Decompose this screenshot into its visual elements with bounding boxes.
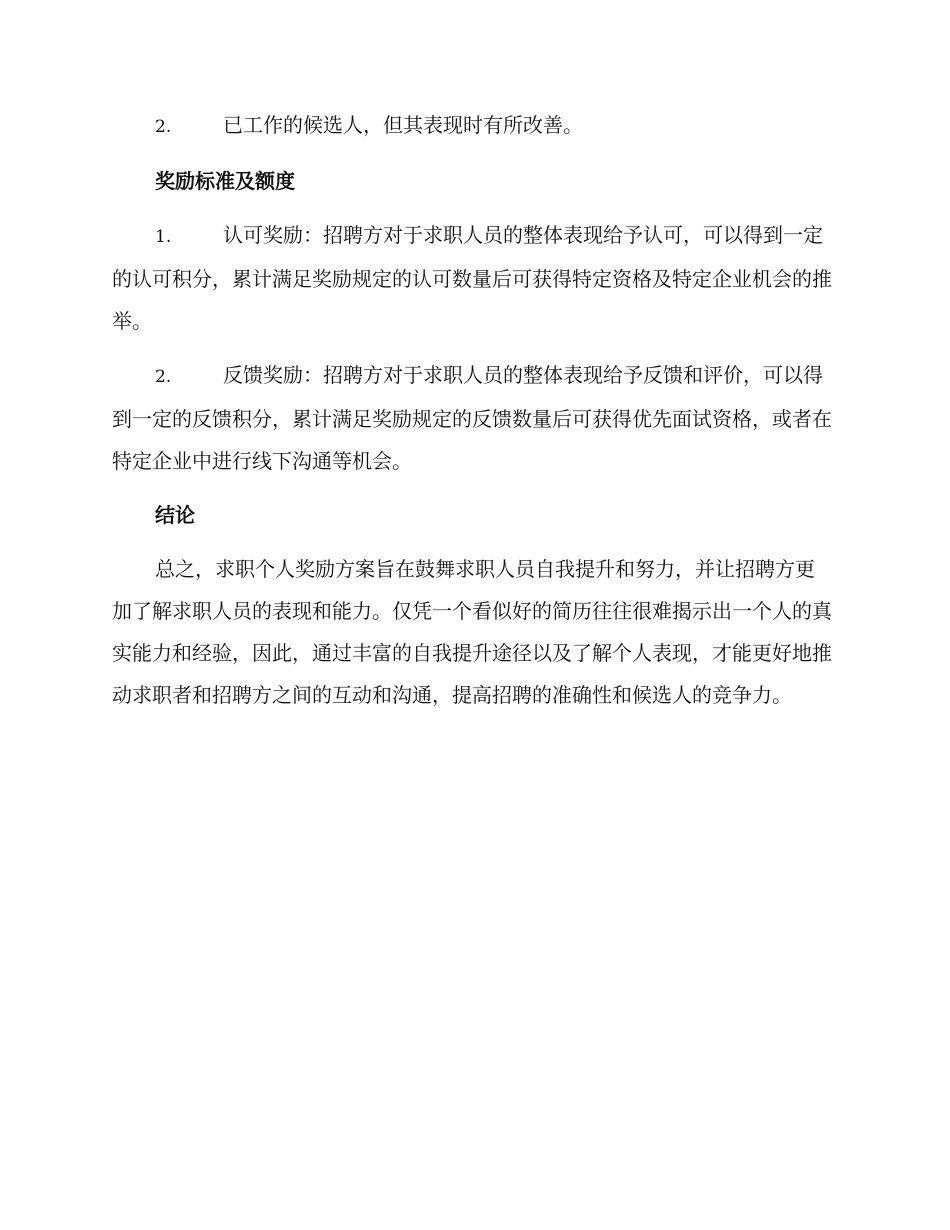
- list-item-text: 反馈奖励：招聘方对于求职人员的整体表现给予反馈和评价，可以得到一定的反馈积分，累计满足奖励规定的反馈数量后可获得优先面试资格，或者在特定企业中进行线下沟通等机会。: [112, 363, 832, 473]
- list-item-feedback-reward: [112, 354, 832, 482]
- section-heading-conclusion: 结论: [155, 503, 195, 527]
- section-heading-reward: 奖励标准及额度: [155, 169, 295, 193]
- list-item-recognition-reward: [112, 214, 832, 342]
- list-item-text: 已工作的候选人，但其表现时有所改善。: [223, 113, 583, 137]
- list-number: 2.: [155, 367, 172, 387]
- document-page: [112, 104, 832, 716]
- conclusion-paragraph: 总之，求职个人奖励方案旨在鼓舞求职人员自我提升和努力，并让招聘方更加了解求职人员的表现和能力。仅凭一个看似好的简历往往很难揭示出一个人的真实能力和经验，因此，通过丰富的自我提升途径以及了解个人表现，才能更好地推动求职者和招聘方之间的互动和沟通，提高招聘的准确性和候选人的竞争力。: [112, 557, 832, 707]
- list-number: 1.: [155, 227, 172, 247]
- list-item-candidate-2: [112, 104, 832, 148]
- list-number: 2.: [155, 117, 172, 137]
- list-item-text: 认可奖励：招聘方对于求职人员的整体表现给予认可，可以得到一定的认可积分，累计满足奖励规定的认可数量后可获得特定资格及特定企业机会的推举。: [112, 223, 832, 333]
